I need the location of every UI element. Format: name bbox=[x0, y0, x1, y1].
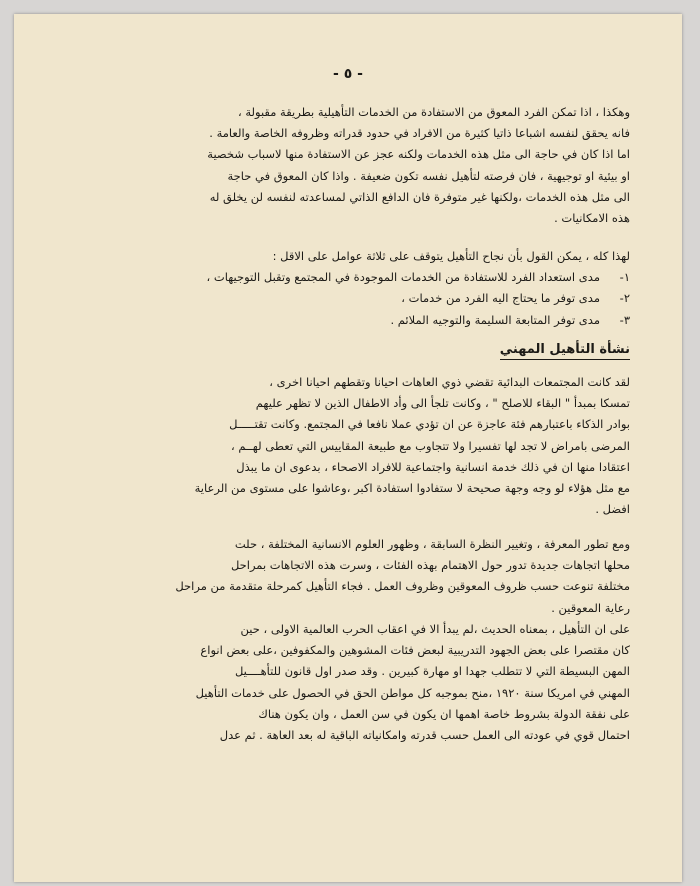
factor-number: ٢- bbox=[619, 291, 630, 306]
text-line: احتمال قوي في عودته الى العمل حسب قدرته وامكانياته الباقية له بعد العاهة . ثم عدل bbox=[219, 728, 630, 743]
text-line: او بيئية او توجيهية ، فان فرصته لتأهيل نفسه تكون ضعيفة . واذا كان المعوق في حاجة bbox=[227, 168, 630, 183]
text-line: لقد كانت المجتمعات البدائية تقضي ذوي العاهات احيانا وتقطهم احيانا اخرى ، bbox=[269, 375, 630, 389]
factor-text: مدى استعداد الفرد للاستفادة من الخدمات الموجودة في المجتمع وتقبل التوجيهات ، bbox=[206, 270, 600, 285]
paragraph-4 bbox=[60, 534, 630, 619]
text-line: الى مثل هذه الخدمات ،ولكنها غير متوفرة فان الدافع الذاتي لمساعدته لنفسه لن يخلق له bbox=[209, 189, 630, 204]
text-line: مع مثل هؤلاء لو وجه وجهة صحيحة لا ستفادوا استفادة اكبر ،وعاشوا على مستوى من الرعاية bbox=[194, 481, 630, 496]
intro-line: لهذا كله ، يمكن القول بأن نجاح التأهيل يتوقف على ثلاثة عوامل على الاقل : bbox=[272, 249, 630, 263]
text-line: بوادر الذكاء باعتبارهم فئة عاجزة عن ان تؤدي عملا نافعا في المجتمع. وكانت تقتـــــل bbox=[229, 417, 630, 432]
text-line: اعتقادا منها ان في ذلك خدمة انسانية واجتماعية للافراد الاصحاء ، بدعوى ان ما يبذل bbox=[236, 459, 630, 474]
text-line: كان مقتصرا على بعض الجهود التدريبية لبعض فئات المشوهين والمكفوفين ،على بعض انواع bbox=[200, 643, 630, 658]
text-line: مختلفة تنوعت حسب ظروف المعوقين وظروف العمل . فجاء التأهيل كمرحلة متقدمة من مراحل bbox=[175, 579, 630, 594]
text-line: على ان التأهيل ، بمعناه الحديث ،لم يبدأ الا في اعقاب الحرب العالمية الاولى ، حين bbox=[240, 622, 630, 636]
paragraph-3 bbox=[60, 372, 630, 520]
text-line: على نفقة الدولة بشروط خاصة اهمها ان يكون في سن العمل ، وان يكون هناك bbox=[258, 706, 630, 721]
text-line: محلها اتجاهات جديدة تدور حول الاهتمام بهذه الفئات ، وسرت هذه الاتجاهات بمراحل bbox=[230, 558, 630, 573]
paragraph-5 bbox=[60, 619, 630, 746]
text-line: المهني في امريكا سنة ١٩٢٠ ،منح بموجبه كل مواطن الحق في الحصول على خدمات التأهيل bbox=[195, 685, 630, 700]
text-line: المرضى بامراض لا تجد لها تفسيرا ولا تتجاوب مع طبيعة المقاييس التي تعطى لهــم ، bbox=[231, 438, 630, 453]
text-line: تمسكا بمبدأ " البقاء للاصلح " ، وكانت تلجأ الى وأد الاطفال الذين لا تظهر عليهم bbox=[255, 396, 630, 411]
factor-number: ٣- bbox=[619, 312, 630, 327]
text-line: رعاية المعوقين . bbox=[551, 600, 630, 615]
text-line: هذه الامكانيات . bbox=[554, 211, 630, 226]
text-line: ومع تطور المعرفة ، وتغيير النظرة السابقة ، وظهور العلوم الانسانية المختلفة ، حلت bbox=[234, 537, 630, 551]
text-line: اما اذا كان في حاجة الى مثل هذه الخدمات ولكنه عجز عن الاستفادة منها لاسباب شخصية bbox=[207, 147, 630, 162]
factor-item bbox=[60, 288, 630, 309]
text-line: المهن البسيطة التي لا تتطلب جهدا او مهارة كبيرين . وقد صدر اول قانون للتأهــــيل bbox=[234, 664, 630, 679]
page-number: - ٥ - bbox=[333, 66, 363, 82]
text-line: افضل . bbox=[595, 502, 630, 517]
text-line: فانه يحقق لنفسه اشباعا ذاتيا كثيرة من الافراد في حدود قدراته وظروفه الخاصة والعامة . bbox=[209, 126, 630, 141]
factor-text: مدى توفر المتابعة السليمة والتوجيه الملائم . bbox=[390, 312, 600, 327]
document-page bbox=[14, 14, 682, 882]
factor-number: ١- bbox=[619, 270, 630, 285]
paragraph-2 bbox=[60, 246, 630, 331]
factor-item bbox=[60, 310, 630, 331]
factor-text: مدى توفر ما يحتاج اليه الفرد من خدمات ، bbox=[401, 291, 600, 306]
factor-item bbox=[60, 267, 630, 288]
text-line: وهكذا ، اذا تمكن الفرد المعوق من الاستفادة من الخدمات التأهيلية بطريقة مقبولة ، bbox=[237, 105, 630, 119]
paragraph-1 bbox=[60, 102, 630, 229]
section-heading: نشأة التأهيل المهني bbox=[500, 342, 630, 360]
